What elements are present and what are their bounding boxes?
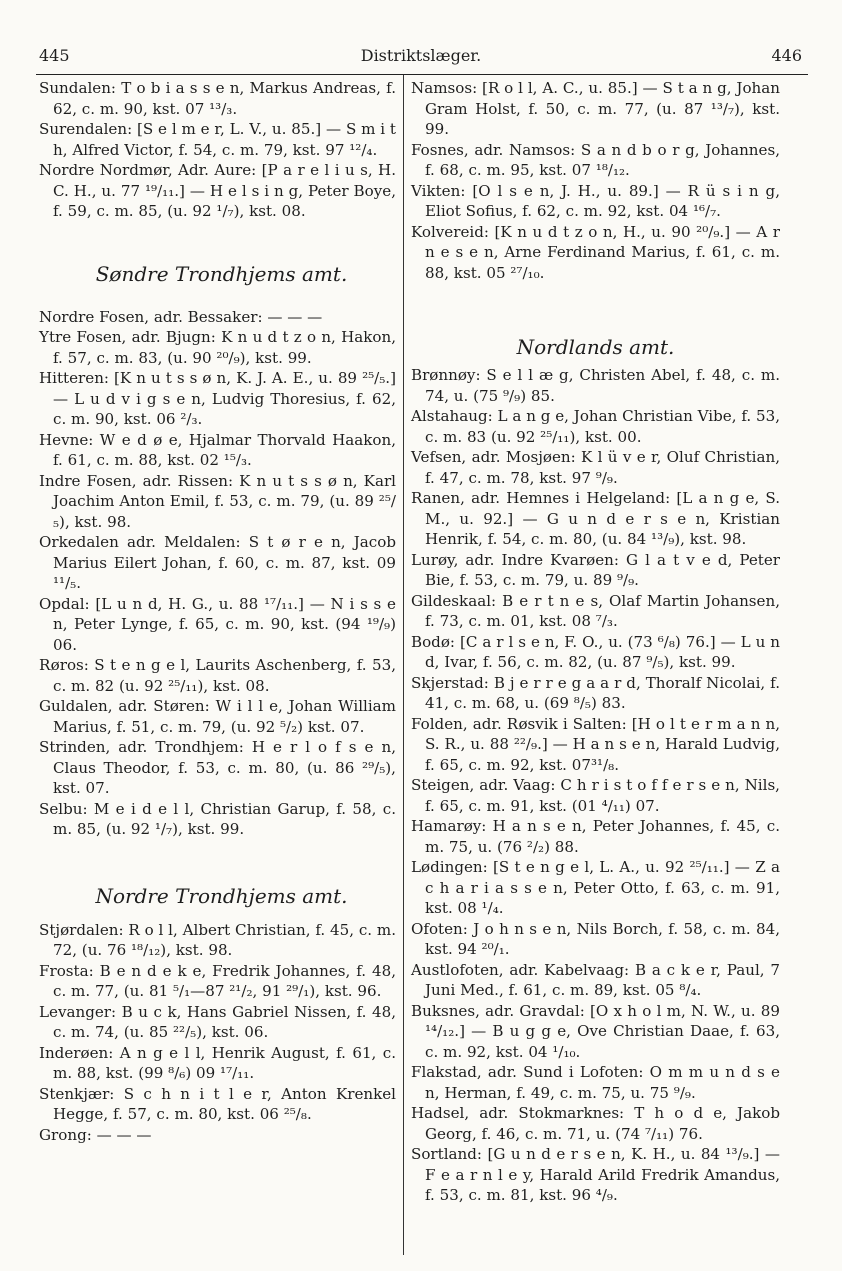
entry-skjerstad: Skjerstad: B j e r r e g a a r d, Thoralf Nicolai, f. 41, c. m. 68, u. (69 ⁸/₅) 83. (411, 673, 780, 712)
entry-bodo: Bodø: [C a r l s e n, F. O., u. (73 ⁶/₈) 76.] — L u n d, Ivar, f. 56, c. m. 82, (u. 87 ⁹/₅), kst. 99. (411, 632, 780, 671)
entry-hadsel: Hadsel, adr. Stokmarknes: T h o d e, Jakob Georg, f. 46, c. m. 71, u. (74 ⁷/₁₁) 76. (411, 1104, 780, 1143)
left-page-number: 445 (39, 46, 70, 65)
entry-hevne: Hevne: W e d ø e, Hjalmar Thorvald Haakon, f. 61, c. m. 88, kst. 02 ¹⁵/₃. (39, 430, 396, 469)
entry-selbu: Selbu: M e i d e l l, Christian Garup, f. 58, c. m. 85, (u. 92 ¹/₇), kst. 99. (39, 799, 396, 838)
entry-fosnes: Fosnes, adr. Namsos: S a n d b o r g, Johannes, f. 68, c. m. 95, kst. 07 ¹⁸/₁₂. (411, 140, 780, 179)
entry-orkedalen: Orkedalen adr. Meldalen: S t ø r e n, Jacob Marius Eilert Johan, f. 60, c. m. 87, kst. 09 ¹¹/₅. (39, 533, 396, 592)
right-column (411, 78, 780, 1206)
section-title-nordlands: Nordlands amt. (516, 335, 675, 359)
entry-guldalen: Guldalen, adr. Støren: W i l l e, Johan William Marius, f. 51, c. m. 79, (u. 92 ⁵/₂) kst. 07. (39, 697, 396, 736)
entry-nordre-nordmor: Nordre Nordmør, Adr. Aure: [P a r e l i u s, H. C. H., u. 77 ¹⁹/₁₁.] — H e l s i n g, Peter Boye, f. 59, c. m. 85, (u. 92 ¹/₇), kst. 08. (39, 161, 396, 220)
entry-namsos: Namsos: [R o l l, A. C., u. 85.] — S t a n g, Johan Gram Holst, f. 50, c. m. 77, (u. 87 ¹³/₇), kst. 99. (411, 79, 780, 138)
entry-folden: Folden, adr. Røsvik i Salten: [H o l t e r m a n n, S. R., u. 88 ²²/₉.] — H a n s e n, Harald Ludvig, f. 65, c. m. 92, kst. 07³¹/₈. (411, 714, 780, 774)
entry-flakstad: Flakstad, adr. Sund i Lofoten: O m m u n d s e n, Herman, f. 49, c. m. 75, u. 75 ⁹/₉. (411, 1063, 780, 1102)
entry-buksnes: Buksnes, adr. Gravdal: [O x h o l m, N. W., u. 89 ¹⁴/₁₂.] — B u g g e, Ove Christian Daae, f. 63, c. m. 92, kst. 04 ¹/₁₀. (411, 1001, 780, 1061)
entry-frosta: Frosta: B e n d e k e, Fredrik Johannes, f. 48, c. m. 77, (u. 81 ⁵/₁—87 ²¹/₂, 91 ²⁹/₁), kst. 96. (39, 961, 396, 1000)
entry-levanger: Levanger: B u c k, Hans Gabriel Nissen, f. 48, c. m. 74, (u. 85 ²²/₅), kst. 06. (39, 1002, 396, 1041)
entry-alstahaug: Alstahaug: L a n g e, Johan Christian Vibe, f. 53, c. m. 83 (u. 92 ²⁵/₁₁), kst. 00. (411, 407, 780, 446)
entry-vikten: Vikten: [O l s e n, J. H., u. 89.] — R ü s i n g, Eliot Sofius, f. 62, c. m. 92, kst. 04 ¹⁶/₇. (411, 181, 780, 220)
running-title: Distriktslæger. (360, 46, 482, 65)
entry-hitteren: Hitteren: [K n u t s s ø n, K. J. A. E., u. 89 ²⁵/₅.] — L u d v i g s e n, Ludvig Thoresius, f. 62, c. m. 90, kst. 06 ²/₃. (39, 369, 396, 428)
entry-strinden: Strinden, adr. Trondhjem: H e r l o f s e n, Claus Theodor, f. 53, c. m. 80, (u. 86 ²⁹/₅), kst. 07. (39, 738, 396, 797)
entry-kolvereid: Kolvereid: [K n u d t z o n, H., u. 90 ²⁰/₉.] — A r n e s e n, Arne Ferdinand Marius, f. 61, c. m. 88, kst. 05 ²⁷/₁₀. (411, 222, 780, 282)
entry-austlofoten: Austlofoten, adr. Kabelvaag: B a c k e r, Paul, 7 Juni Med., f. 61, c. m. 89, kst. 05 ⁸/₄. (411, 960, 780, 999)
entry-gildeskaal: Gildeskaal: B e r t n e s, Olaf Martin Johansen, f. 73, c. m. 01, kst. 08 ⁷/₃. (411, 591, 780, 630)
right-page-number: 446 (771, 46, 802, 65)
entry-hamaroy: Hamarøy: H a n s e n, Peter Johannes, f. 45, c. m. 75, u. (76 ²/₂) 88. (411, 817, 780, 856)
entry-roros: Røros: S t e n g e l, Laurits Aschenberg, f. 53, c. m. 82 (u. 92 ²⁵/₁₁), kst. 08. (39, 656, 396, 695)
column-divider (403, 75, 404, 1255)
left-column (39, 78, 396, 1145)
entry-sundalen: Sundalen: T o b i a s s e n, Markus Andreas, f. 62, c. m. 90, kst. 07 ¹³/₃. (39, 79, 396, 118)
entry-ranen: Ranen, adr. Hemnes i Helgeland: [L a n g e, S. M., u. 92.] — G u n d e r s e n, Kristian Henrik, f. 54, c. m. 80, (u. 84 ¹³/₉), kst. 98. (411, 489, 780, 548)
entry-lodingen: Lødingen: [S t e n g e l, L. A., u. 92 ²⁵/₁₁.] — Z a c h a r i a s s e n, Peter Otto, f. 63, c. m. 91, kst. 08 ¹/₄. (411, 858, 780, 917)
section-title-nordre-trondhjem: Nordre Trondhjems amt. (95, 883, 348, 908)
section-title-sondre-trondhjem: Søndre Trondhjems amt. (95, 261, 348, 286)
entry-bronnoy: Brønnøy: S e l l æ g, Christen Abel, f. 48, c. m. 74, u. (75 ⁹/₉) 85. (411, 366, 780, 405)
entry-luroy: Lurøy, adr. Indre Kvarøen: G l a t v e d, Peter Bie, f. 53, c. m. 79, u. 89 ⁹/₉. (411, 550, 780, 589)
entry-surendalen: Surendalen: [S e l m e r, L. V., u. 85.] — S m i t h, Alfred Victor, f. 54, c. m. 79, kst. 97 ¹²/₄. (39, 120, 396, 159)
entry-indre-fosen: Indre Fosen, adr. Rissen: K n u t s s ø n, Karl Joachim Anton Emil, f. 53, c. m. 79, (u. 89 ²⁵/₅), kst. 98. (39, 471, 396, 531)
entry-stenkjaer: Stenkjær: S c h n i t l e r, Anton Krenkel Hegge, f. 57, c. m. 80, kst. 06 ²⁵/₈. (39, 1084, 396, 1123)
entry-steigen: Steigen, adr. Vaag: C h r i s t o f f e r s e n, Nils, f. 65, c. m. 91, kst. (01 ⁴/₁₁) 07. (411, 776, 780, 815)
entry-vefsen: Vefsen, adr. Mosjøen: K l ü v e r, Oluf Christian, f. 47, c. m. 78, kst. 97 ⁹/₉. (411, 448, 780, 487)
entry-ytre-fosen: Ytre Fosen, adr. Bjugn: K n u d t z o n, Hakon, f. 57, c. m. 83, (u. 90 ²⁰/₉), kst. 99. (39, 328, 396, 367)
entry-ofoten: Ofoten: J o h n s e n, Nils Borch, f. 58, c. m. 84, kst. 94 ²⁰/₁. (411, 919, 780, 958)
entry-grong: Grong: — — — (39, 1125, 152, 1144)
entry-inderoen: Inderøen: A n g e l l, Henrik August, f. 61, c. m. 88, kst. (99 ⁸/₆) 09 ¹⁷/₁₁. (39, 1043, 396, 1082)
entry-sortland: Sortland: [G u n d e r s e n, K. H., u. 84 ¹³/₉.] — F e a r n l e y, Harald Arild Fredrik Amandus, f. 53, c. m. 81, kst. 96 ⁴/₉. (411, 1145, 780, 1204)
entry-stjordalen: Stjørdalen: R o l l, Albert Christian, f. 45, c. m. 72, (u. 76 ¹⁸/₁₂), kst. 98. (39, 920, 396, 959)
header-rule (36, 74, 808, 75)
entry-opdal: Opdal: [L u n d, H. G., u. 88 ¹⁷/₁₁.] — N i s s e n, Peter Lynge, f. 65, c. m. 90, kst. (94 ¹⁹/₉) 06. (39, 594, 396, 654)
entry-nordre-fosen: Nordre Fosen, adr. Bessaker: — — — (39, 307, 323, 326)
